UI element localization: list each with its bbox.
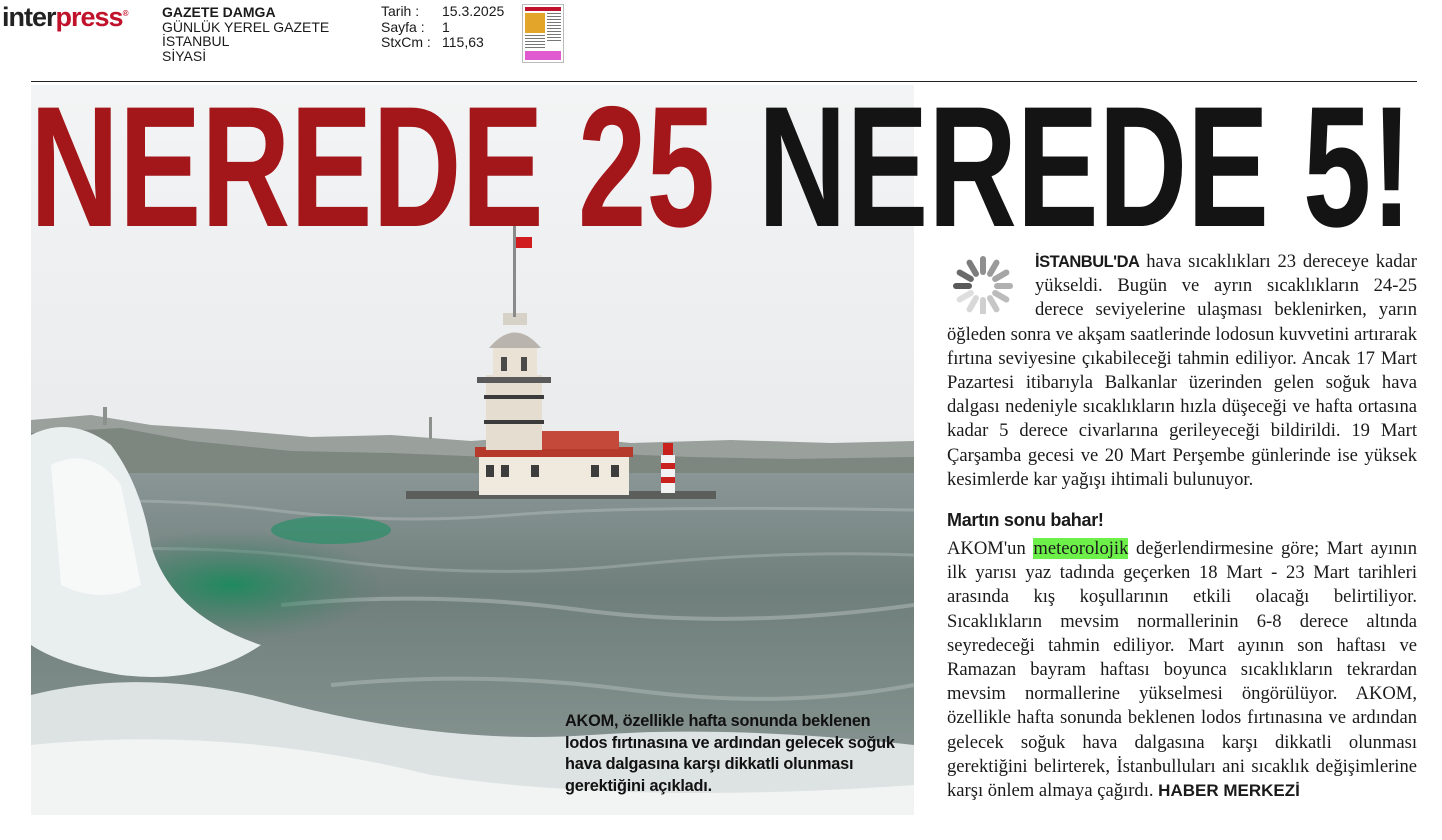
publication-name: GAZETE DAMGA	[162, 4, 276, 20]
date-value: 15.3.2025	[442, 3, 505, 19]
registered-mark: ®	[122, 9, 128, 18]
photo-caption: AKOM, özellikle hafta sonunda beklenen lodos fırtınasına ve ardından gelecek soğuk hava dalgasına karşı dikkatli olunması gerektiğini açıkladı.	[565, 712, 895, 795]
date-label: Tarih :	[381, 3, 420, 19]
article-paragraph-1-text: hava sıcaklıkları 23 dereceye kadar yükseldi. Bugün ve ayrın sıcaklıkların 24-25 derece seviyelerine ulaşması beklenirken, yarın öğleden sonra ve akşam saatlerinde lodosun kuvvetini artırarak fırtına seviyesine çıkabileceği tahmin ediliyor. Ancak 17 Mart Pazartesi itibarıyla Balkanlar üzerinden gelen soğuk hava dalgası nedeniyle sıcaklıkların hızla düşeceği ve hafta ortasına kadar 5 derece civarlarına gerileyeceği bildirildi. 19 Mart Çarşamba gecesi ve 20 Mart Perşembe günlerinde ise yüksek kesimlerde kar yağışı ihtimali bulunuyor.	[947, 251, 1417, 490]
stxcm-label: StxCm :	[381, 34, 431, 50]
stxcm-value: 115,63	[442, 34, 484, 50]
page-thumbnail[interactable]	[522, 4, 564, 63]
article-body	[947, 250, 1417, 803]
publication-type: GÜNLÜK YEREL GAZETE	[162, 18, 330, 35]
logo-text-press: press	[55, 2, 123, 32]
page-value: 1	[442, 18, 450, 35]
headline	[30, 86, 1420, 246]
header-divider	[31, 81, 1417, 82]
headline-part-2: NEREDE 5!	[758, 86, 1412, 246]
interpress-logo	[2, 4, 127, 31]
stxcm-row	[381, 35, 504, 51]
highlighted-term: meteorolojik	[1033, 538, 1129, 560]
clipping-meta	[381, 4, 504, 51]
article-paragraph-2-start: AKOM'un	[947, 538, 1034, 560]
article-byline: HABER MERKEZİ	[1158, 781, 1300, 801]
page-row	[381, 20, 504, 36]
date-row	[381, 4, 504, 20]
article-subhead: Martın sonu bahar!	[947, 510, 1104, 531]
publication-info	[162, 5, 329, 63]
headline-part-1: NEREDE 25	[30, 86, 715, 246]
publication-city: İSTANBUL	[162, 33, 230, 49]
article-paragraph-2-text: değerlendirmesine göre; Mart ayının ilk yarısı yaz tadında geçerken 18 Mart - 23 Mart tarihleri arasında kış koşullarının etkili olacağı belirtiliyor. Sıcaklıkların mevsim normallerinin 6-8 derece altında seyredeceği tahmin ediliyor. Mart ayının son haftası ve Ramazan bayram haftası boyunca sıcaklıkların tekrardan mevsim normallerine yükselmesi öngörülüyor. AKOM, özellikle hafta sonunda beklenen lodos fırtınasına ve ardından gelecek soğuk hava dalgasına karşı dikkatli olunması gerektiğini belirterek, İstanbulluları ani sıcaklık değişimlerine karşı önlem almaya çağırdı.	[947, 538, 1417, 802]
page-label: Sayfa :	[381, 18, 425, 35]
publication-category: SİYASİ	[162, 47, 207, 64]
loading-spinner-icon	[947, 250, 1019, 314]
logo-text-inter: inter	[2, 2, 56, 32]
article-paragraph-2	[947, 537, 1417, 803]
article-lead-word: İSTANBUL'DA	[1035, 253, 1140, 271]
